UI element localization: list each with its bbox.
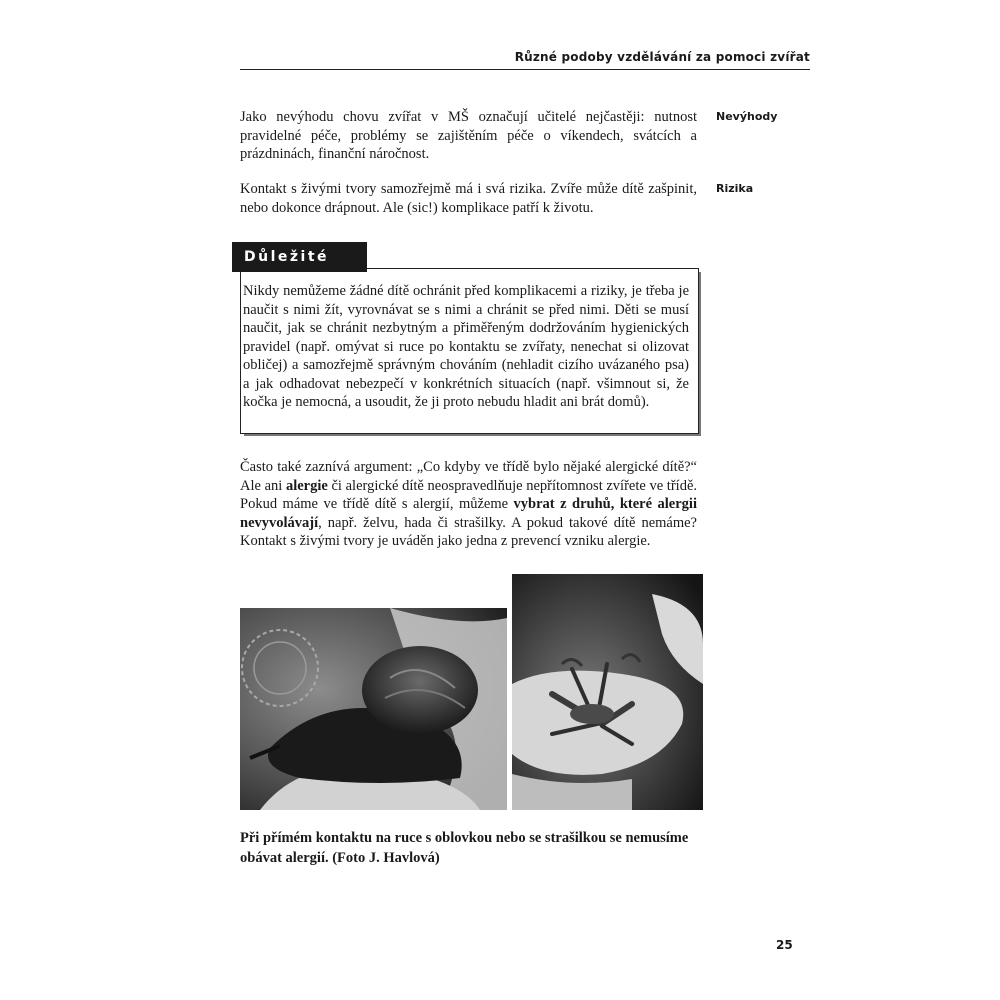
- snail-photo: [240, 608, 507, 810]
- allergy-bold-1: alergie: [285, 477, 328, 494]
- allergy-text-2: či alergické dítě neospravedlňuje nepřítomnost zvířete ve třídě. Pokud máme ve třídě dítě s alergií, můžeme: [240, 477, 697, 512]
- important-label: Důležité: [232, 242, 367, 272]
- header-rule: [240, 69, 810, 70]
- snail-photo-illustration: [240, 608, 507, 810]
- margin-label-nevyhody: Nevýhody: [716, 110, 778, 123]
- margin-label-rizika: Rizika: [716, 182, 754, 195]
- stick-insect-photo-illustration: [512, 574, 703, 810]
- allergy-text-1: Často také zaznívá argument: „Co kdyby ve třídě bylo nějaké alergické dítě?“ Ale ani: [240, 459, 697, 494]
- allergy-bold-2: vybrat z druhů, které alergii nevyvolávají: [240, 496, 697, 531]
- stick-insect-photo: [512, 574, 703, 810]
- paragraph-rizika: Kontakt s živými tvory samozřejmě má i svá rizika. Zvíře může dítě zašpinit, nebo dokonce drápnout. Ale (sic!) komplikace patří k životu.: [240, 181, 697, 216]
- photo-caption: Při přímém kontaktu na ruce s oblovkou nebo se strašilkou se nemusíme obávat alergií. (Foto J. Havlová): [240, 830, 689, 866]
- paragraph-nevyhody: Jako nevýhodu chovu zvířat v MŠ označují učitelé nejčastěji: nutnost pravidelné péče, problémy se zajištěním péče o víkendech, svátcích a prázdninách, finanční náročnost.: [240, 109, 697, 162]
- page-number: 25: [776, 938, 793, 952]
- running-header: Různé podoby vzdělávání za pomoci zvířat: [514, 50, 810, 64]
- paragraph-allergy: [240, 458, 697, 551]
- important-text: Nikdy nemůžeme žádné dítě ochránit před komplikacemi a riziky, je třeba je naučit s nimi žít, vyrovnávat se s nimi a chránit se před nimi. Děti se musí naučit, jak se chránit nezbytným a přiměřeným dodržováním hygienických pravidel (např. omývat si ruce po kontaktu se zvířaty, nenechat si olizovat obličej) a samozřejmě správným chováním (nehladit cizího uvázaného psa) a jak odhadovat nebezpečí v konkrétních situacích (např. všimnout si, že kočka je nemocná, a usoudit, že ji proto nebudu hladit ani brát domů).: [243, 283, 689, 410]
- allergy-text-3: , např. želvu, hada či strašilky. A pokud takové dítě nemáme? Kontakt s živými tvory je uváděn jako jedna z prevencí vzniku alergie.: [240, 514, 697, 549]
